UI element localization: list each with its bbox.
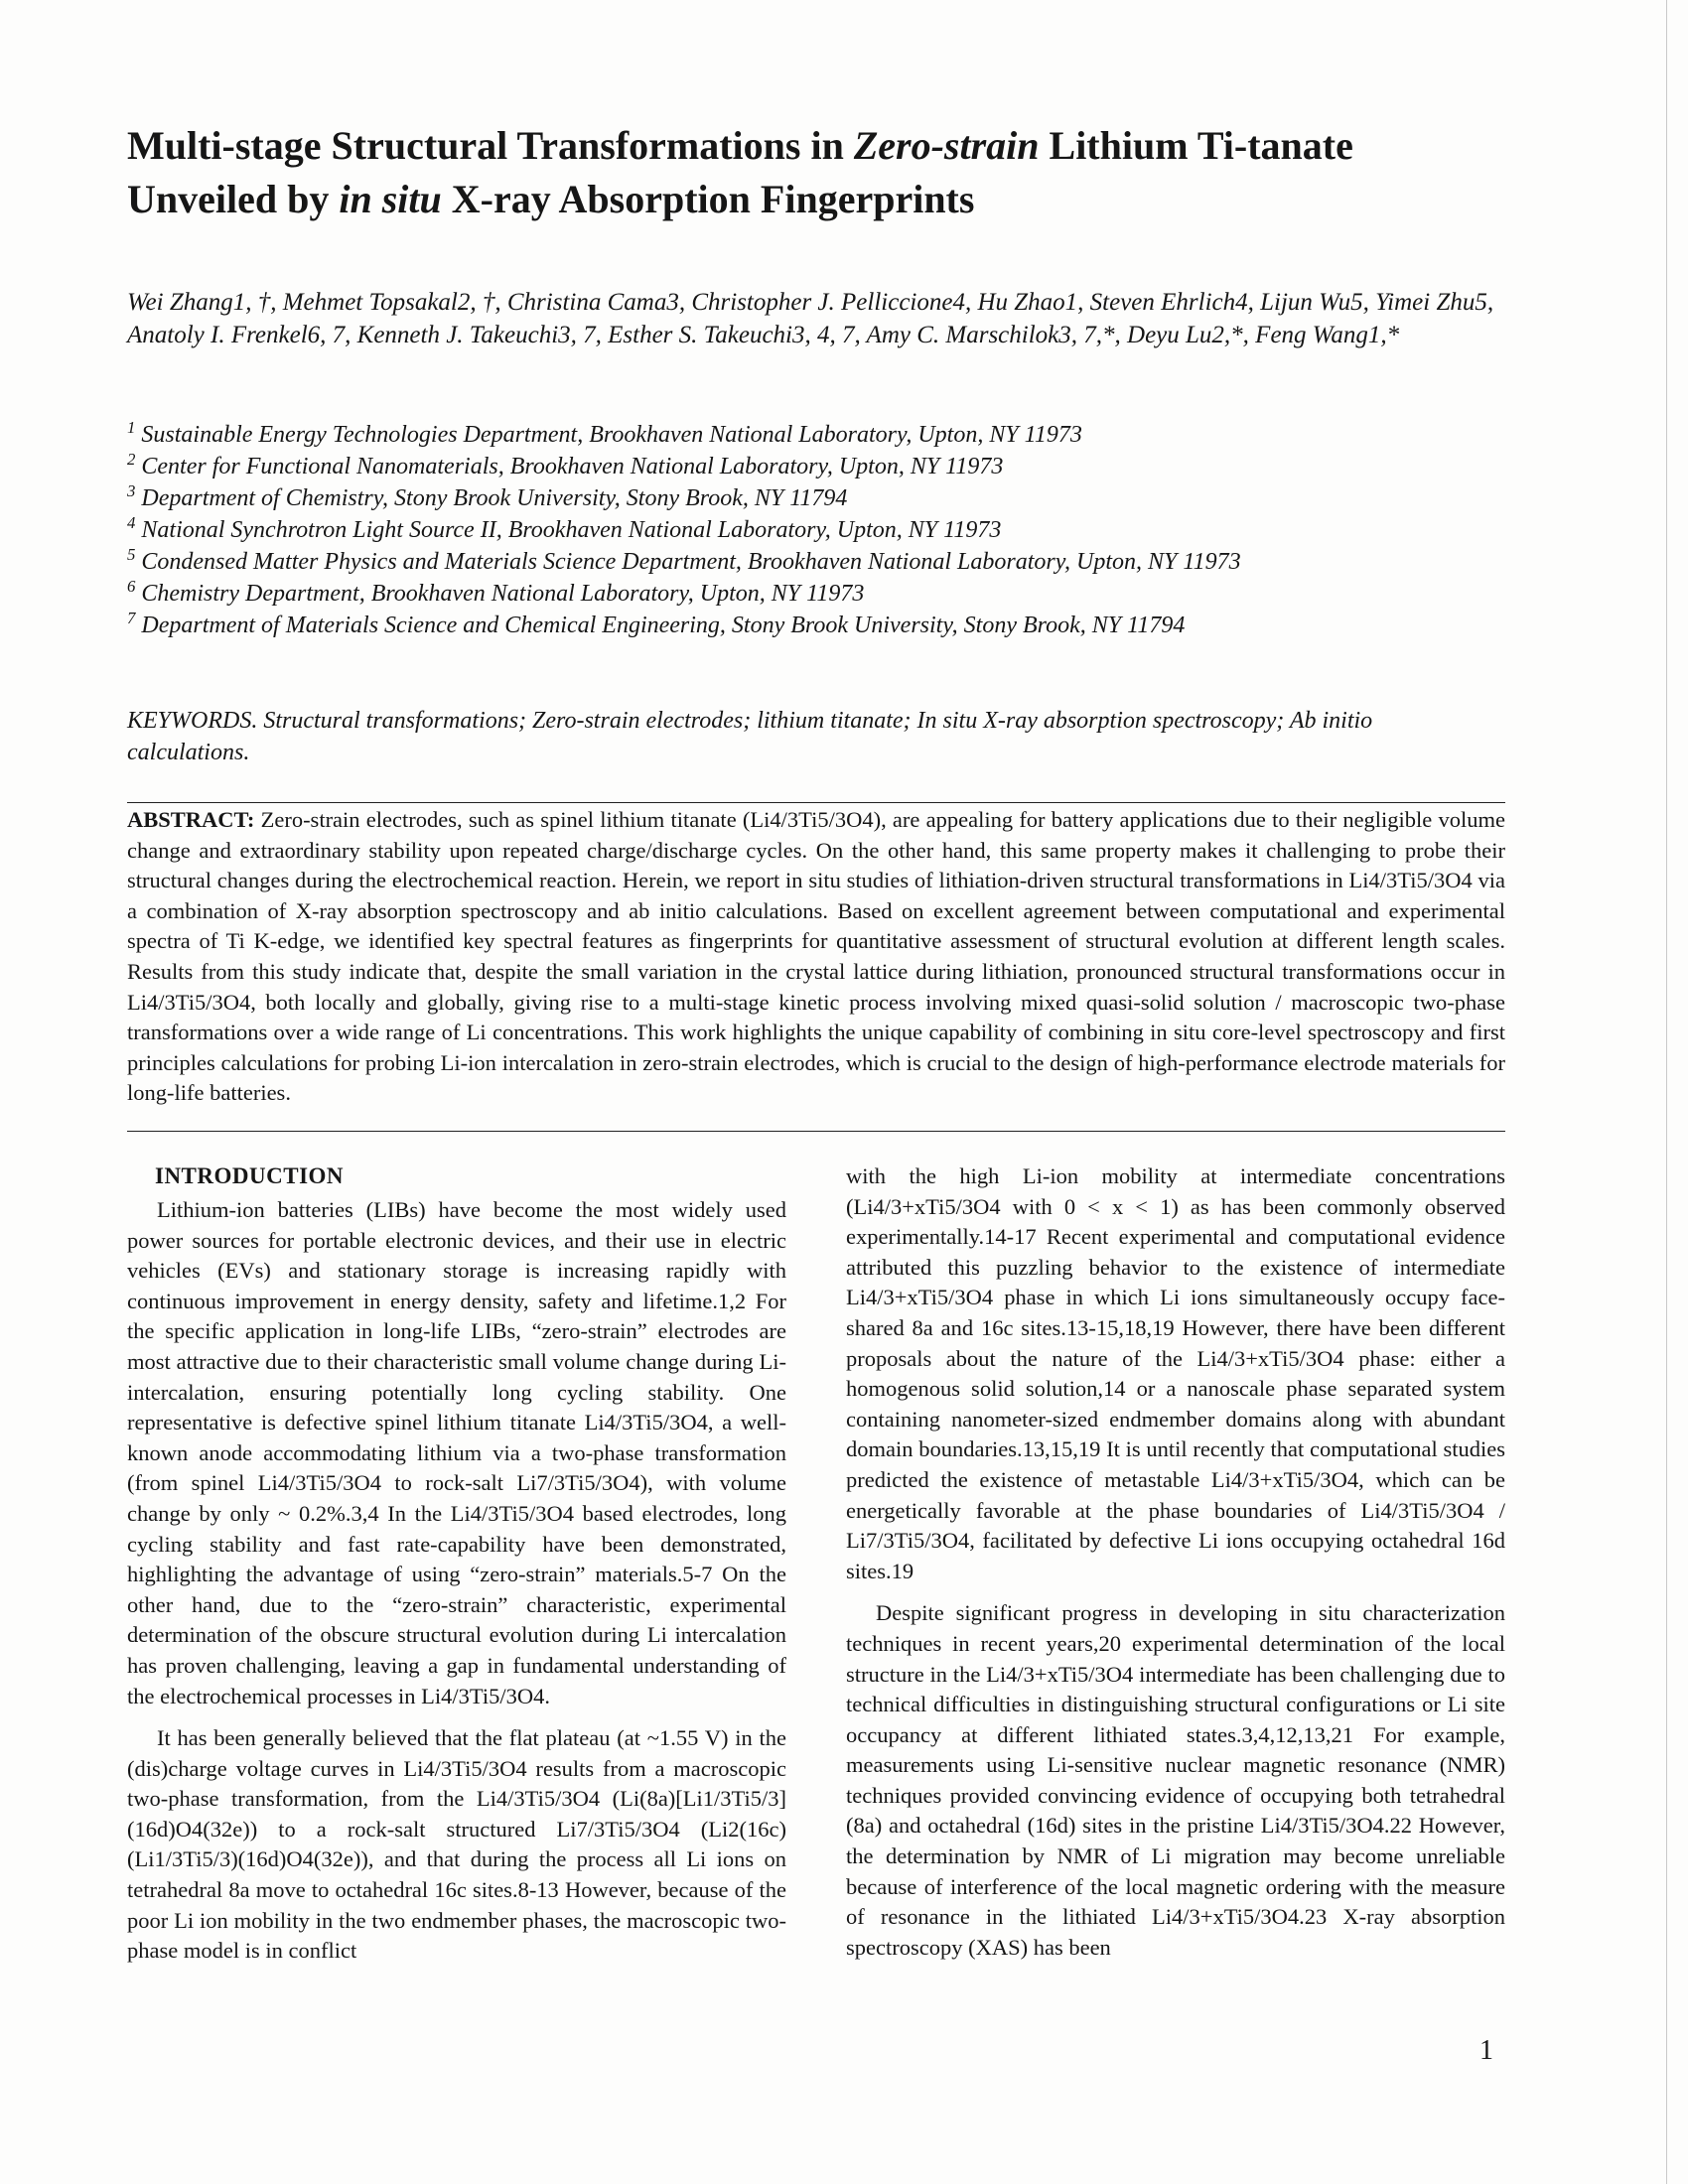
section-heading: INTRODUCTION (155, 1163, 345, 1188)
scan-edge-line (1666, 0, 1667, 2184)
page-number: 1 (1479, 2035, 1493, 2066)
body-paragraph: Despite significant progress in developing in situ characterization techniques in recent years,20 experimental determination of the local structure in the Li4/3+xTi5/3O4 intermediate has been challenging due to technical difficulties in distinguishing structural configurations or Li site occupancy at different lithiated states.3,4,12,13,21 For example, measurements using Li-sensitive nuclear magnetic resonance (NMR) techniques provided convincing evidence of occupying both tetrahedral (8a) and octahedral (16d) sites in the pristine Li4/3Ti5/3O4.22 However, the determination by NMR of Li migration may become unreliable because of interference of the local magnetic ordering with the measure of resonance in the lithiated Li4/3+xTi5/3O4.23 X-ray absorption spectroscopy (XAS) has been (846, 1600, 1505, 1960)
abstract-label: ABSTRACT: (127, 807, 255, 832)
keywords: KEYWORDS. Structural transformations; Zero-strain electrodes; lithium titanate; In situ X-ray absorption spectroscopy; Ab initio calculations. (127, 708, 1373, 765)
affiliation-2: $^2$ Center for Functional Nanomaterials, Brookhaven National Laboratory, Upton, NY 11973 (127, 450, 1004, 479)
body-paragraph: with the high Li-ion mobility at intermediate concentrations (Li4/3+xTi5/3O4 with 0 < x < 1) as has been commonly observed experimentally.14-17 Recent experimental and computational evidence attributed this puzzling behavior to the existence of intermediate Li4/3+xTi5/3O4 phase in which Li ions simultaneously occupy face-shared 8a and 16c sites.13-15,18,19 However, there have been different proposals about the nature of the Li4/3+xTi5/3O4 phase: either a homogenous solid solution,14 or a nanoscale phase separated system containing nanometer-sized endmember domains along with abundant domain boundaries.13,15,19 It is until recently that computational studies predicted the existence of metastable Li4/3+xTi5/3O4, which can be energetically favorable at the phase boundaries of Li4/3Ti5/3O4 / Li7/3Ti5/3O4, facilitated by defective Li ions occupying octahedral 16d sites.19 (846, 1163, 1505, 1583)
right-column (846, 1161, 1505, 1963)
affiliation-5: $^5$ Condensed Matter Physics and Materials Science Department, Brookhaven National Laboratory, Upton, NY 11973 (127, 545, 1241, 575)
left-column (127, 1161, 786, 1967)
affiliation-list (127, 419, 1517, 641)
affiliation-7: $^7$ Department of Materials Science and Chemical Engineering, Stony Brook University, Stony Brook, NY 11794 (127, 609, 1186, 638)
paper-title: Multi-stage Structural Transformations in Zero-strain Lithium Ti-tanate Unveiled by in situ X-ray Absorption Fingerprints (127, 123, 1353, 221)
affiliation-1: $^1$ Sustainable Energy Technologies Department, Brookhaven National Laboratory, Upton, NY 11973 (127, 418, 1082, 448)
body-paragraph: Lithium-ion batteries (LIBs) have become the most widely used power sources for portable electronic devices, and their use in electric vehicles (EVs) and stationary storage is increasing rapidly with continuous improvement in energy density, safety and lifetime.1,2 For the specific application in long-life LIBs, “zero-strain” electrodes are most attractive due to their characteristic small volume change during Li-intercalation, ensuring potentially long cycling stability. One representative is defective spinel lithium titanate Li4/3Ti5/3O4, a well-known anode accommodating lithium via a two-phase transformation (from spinel Li4/3Ti5/3O4 to rock-salt Li7/3Ti5/3O4), with volume change by only ~ 0.2%.3,4 In the Li4/3Ti5/3O4 based electrodes, long cycling stability and fast rate-capability have been demonstrated, highlighting the advantage of using “zero-strain” materials.5-7 On the other hand, due to the “zero-strain” characteristic, experimental determination of the obscure structural evolution during Li intercalation has proven challenging, leaving a gap in fundamental understanding of the electrochemical processes in Li4/3Ti5/3O4. (127, 1197, 786, 1708)
abstract-text: Zero-strain electrodes, such as spinel lithium titanate (Li4/3Ti5/3O4), are appealing for battery applications due to their negligible volume change and extraordinary stability upon repeated charge/discharge cycles. On the other hand, this same property makes it challenging to probe their structural changes during the electrochemical reaction. Herein, we report in situ studies of lithiation-driven structural transformations in Li4/3Ti5/3O4 via a combination of X-ray absorption spectroscopy and ab initio calculations. Based on excellent agreement between computational and experimental spectra of Ti K-edge, we identified key spectral features as fingerprints for quantitative assessment of structural evolution at different length scales. Results from this study indicate that, despite the small variation in the crystal lattice during lithiation, pronounced structural transformations occur in Li4/3Ti5/3O4, both locally and globally, giving rise to a multi-stage kinetic process involving mixed quasi-solid solution / macroscopic two-phase transformations over a wide range of Li concentrations. This work highlights the unique capability of combining in situ core-level spectroscopy and first principles calculations for probing Li-ion intercalation in zero-strain electrodes, which is crucial to the design of high-performance electrode materials for long-life batteries. (127, 807, 1505, 1106)
body-paragraph: It has been generally believed that the flat plateau (at ~1.55 V) in the (dis)charge voltage curves in Li4/3Ti5/3O4 results from a macroscopic two-phase transformation, from the Li4/3Ti5/3O4 (Li(8a)[Li1/3Ti5/3](16d)O4(32e)) to a rock-salt structured Li7/3Ti5/3O4 (Li2(16c)(Li1/3Ti5/3)(16d)O4(32e)), and that during the process all Li ions on tetrahedral 8a move to octahedral 16c sites.8-13 However, because of the poor Li ion mobility in the two endmember phases, the macroscopic two-phase model is in conflict (127, 1725, 786, 1964)
author-list: Wei Zhang1, †, Mehmet Topsakal2, †, Christina Cama3, Christopher J. Pelliccione4, Hu Zhao1, Steven Ehrlich4, Lijun Wu5, Yimei Zhu5, Anatoly I. Frenkel6, 7, Kenneth J. Takeuchi3, 7, Esther S. Takeuchi3, 4, 7, Amy C. Marschilok3, 7,*, Deyu Lu2,*, Feng Wang1,* (127, 289, 1494, 348)
affiliation-3: $^3$ Department of Chemistry, Stony Brook University, Stony Brook, NY 11794 (127, 481, 848, 511)
affiliation-6: $^6$ Chemistry Department, Brookhaven National Laboratory, Upton, NY 11973 (127, 577, 865, 607)
affiliation-4: $^4$ National Synchrotron Light Source II, Brookhaven National Laboratory, Upton, NY 11973 (127, 513, 1002, 543)
abstract-block (127, 802, 1505, 1132)
